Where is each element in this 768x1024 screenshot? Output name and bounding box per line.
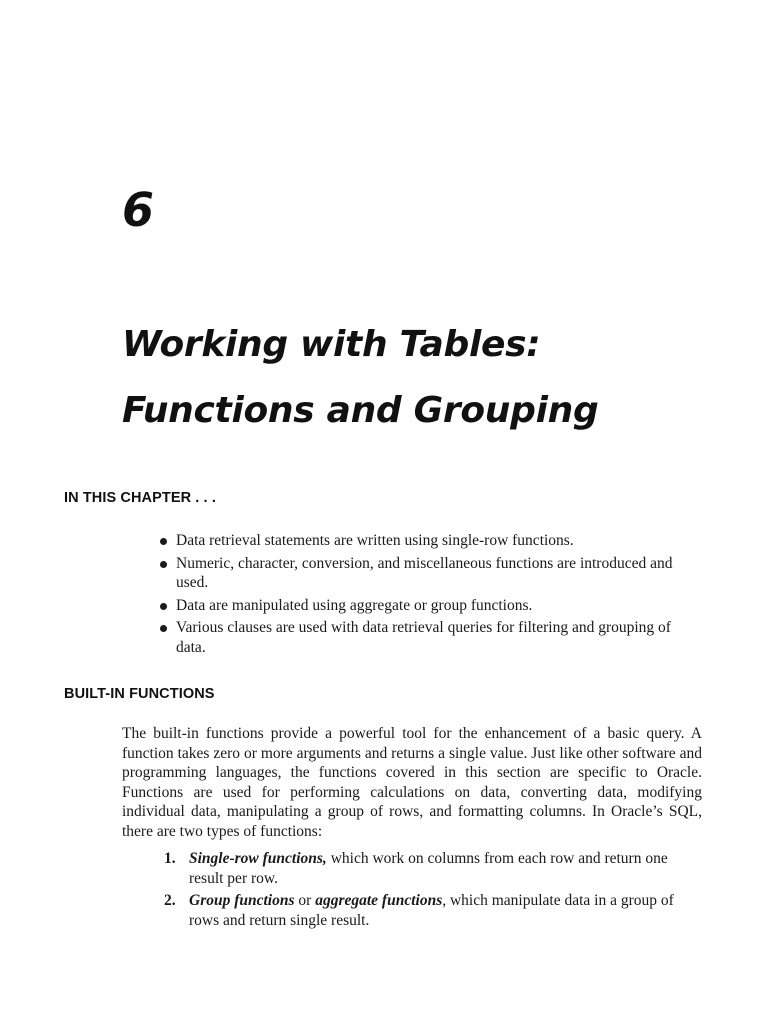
- list-item: [158, 531, 703, 551]
- list-item-text: Data retrieval statements are written using single-row functions.: [176, 532, 574, 549]
- list-item: [158, 596, 703, 616]
- list-item-text: Data are manipulated using aggregate or group functions.: [176, 596, 533, 614]
- built-in-functions-heading: BUILT-IN FUNCTIONS: [64, 686, 215, 702]
- list-item-number: 2.: [164, 892, 176, 909]
- chapter-title-line-2: Functions and Grouping: [122, 390, 599, 431]
- bullet-icon: [160, 625, 167, 632]
- chapter-title: [122, 312, 742, 444]
- list-item-text: Various clauses are used with data retrieval queries for filtering and grouping of data.: [176, 619, 671, 656]
- list-item-text: Numeric, character, conversion, and miscellaneous functions are introduced and used.: [176, 554, 673, 591]
- chapter-overview-list: [158, 531, 703, 660]
- list-item: [164, 891, 704, 930]
- list-item: [158, 554, 703, 593]
- term-single-row-functions: Single-row functions,: [189, 850, 327, 867]
- bullet-icon: [160, 538, 167, 545]
- bullet-icon: [160, 561, 167, 568]
- list-item-number: 1.: [164, 850, 176, 867]
- chapter-title-line-1: Working with Tables:: [122, 324, 541, 365]
- bullet-icon: [160, 603, 167, 610]
- list-item-text: which work on columns from each row and return one result per row.: [189, 850, 668, 887]
- list-item-text: , which manipulate data in a group of rows and return single result.: [189, 892, 674, 929]
- chapter-number: 6: [122, 183, 155, 237]
- body-paragraph: The built-in functions provide a powerful tool for the enhancement of a basic query. A function takes zero or more arguments and returns a single value. Just like other software and programming languages, the functions covered in this section are specific to Oracle. Functions are used for performing calculations on data, converting data, modifying individual data, manipulating a group of rows, and formatting columns. In Oracle’s SQL, there are two types of functions:: [122, 725, 702, 840]
- list-item: [158, 618, 703, 657]
- in-this-chapter-heading: IN THIS CHAPTER . . .: [64, 490, 216, 506]
- list-item-joiner: or: [294, 892, 316, 909]
- term-aggregate-functions: aggregate functions: [315, 892, 443, 909]
- term-group-functions: Group functions: [189, 892, 295, 909]
- function-types-list: [164, 849, 704, 933]
- list-item: [164, 849, 704, 888]
